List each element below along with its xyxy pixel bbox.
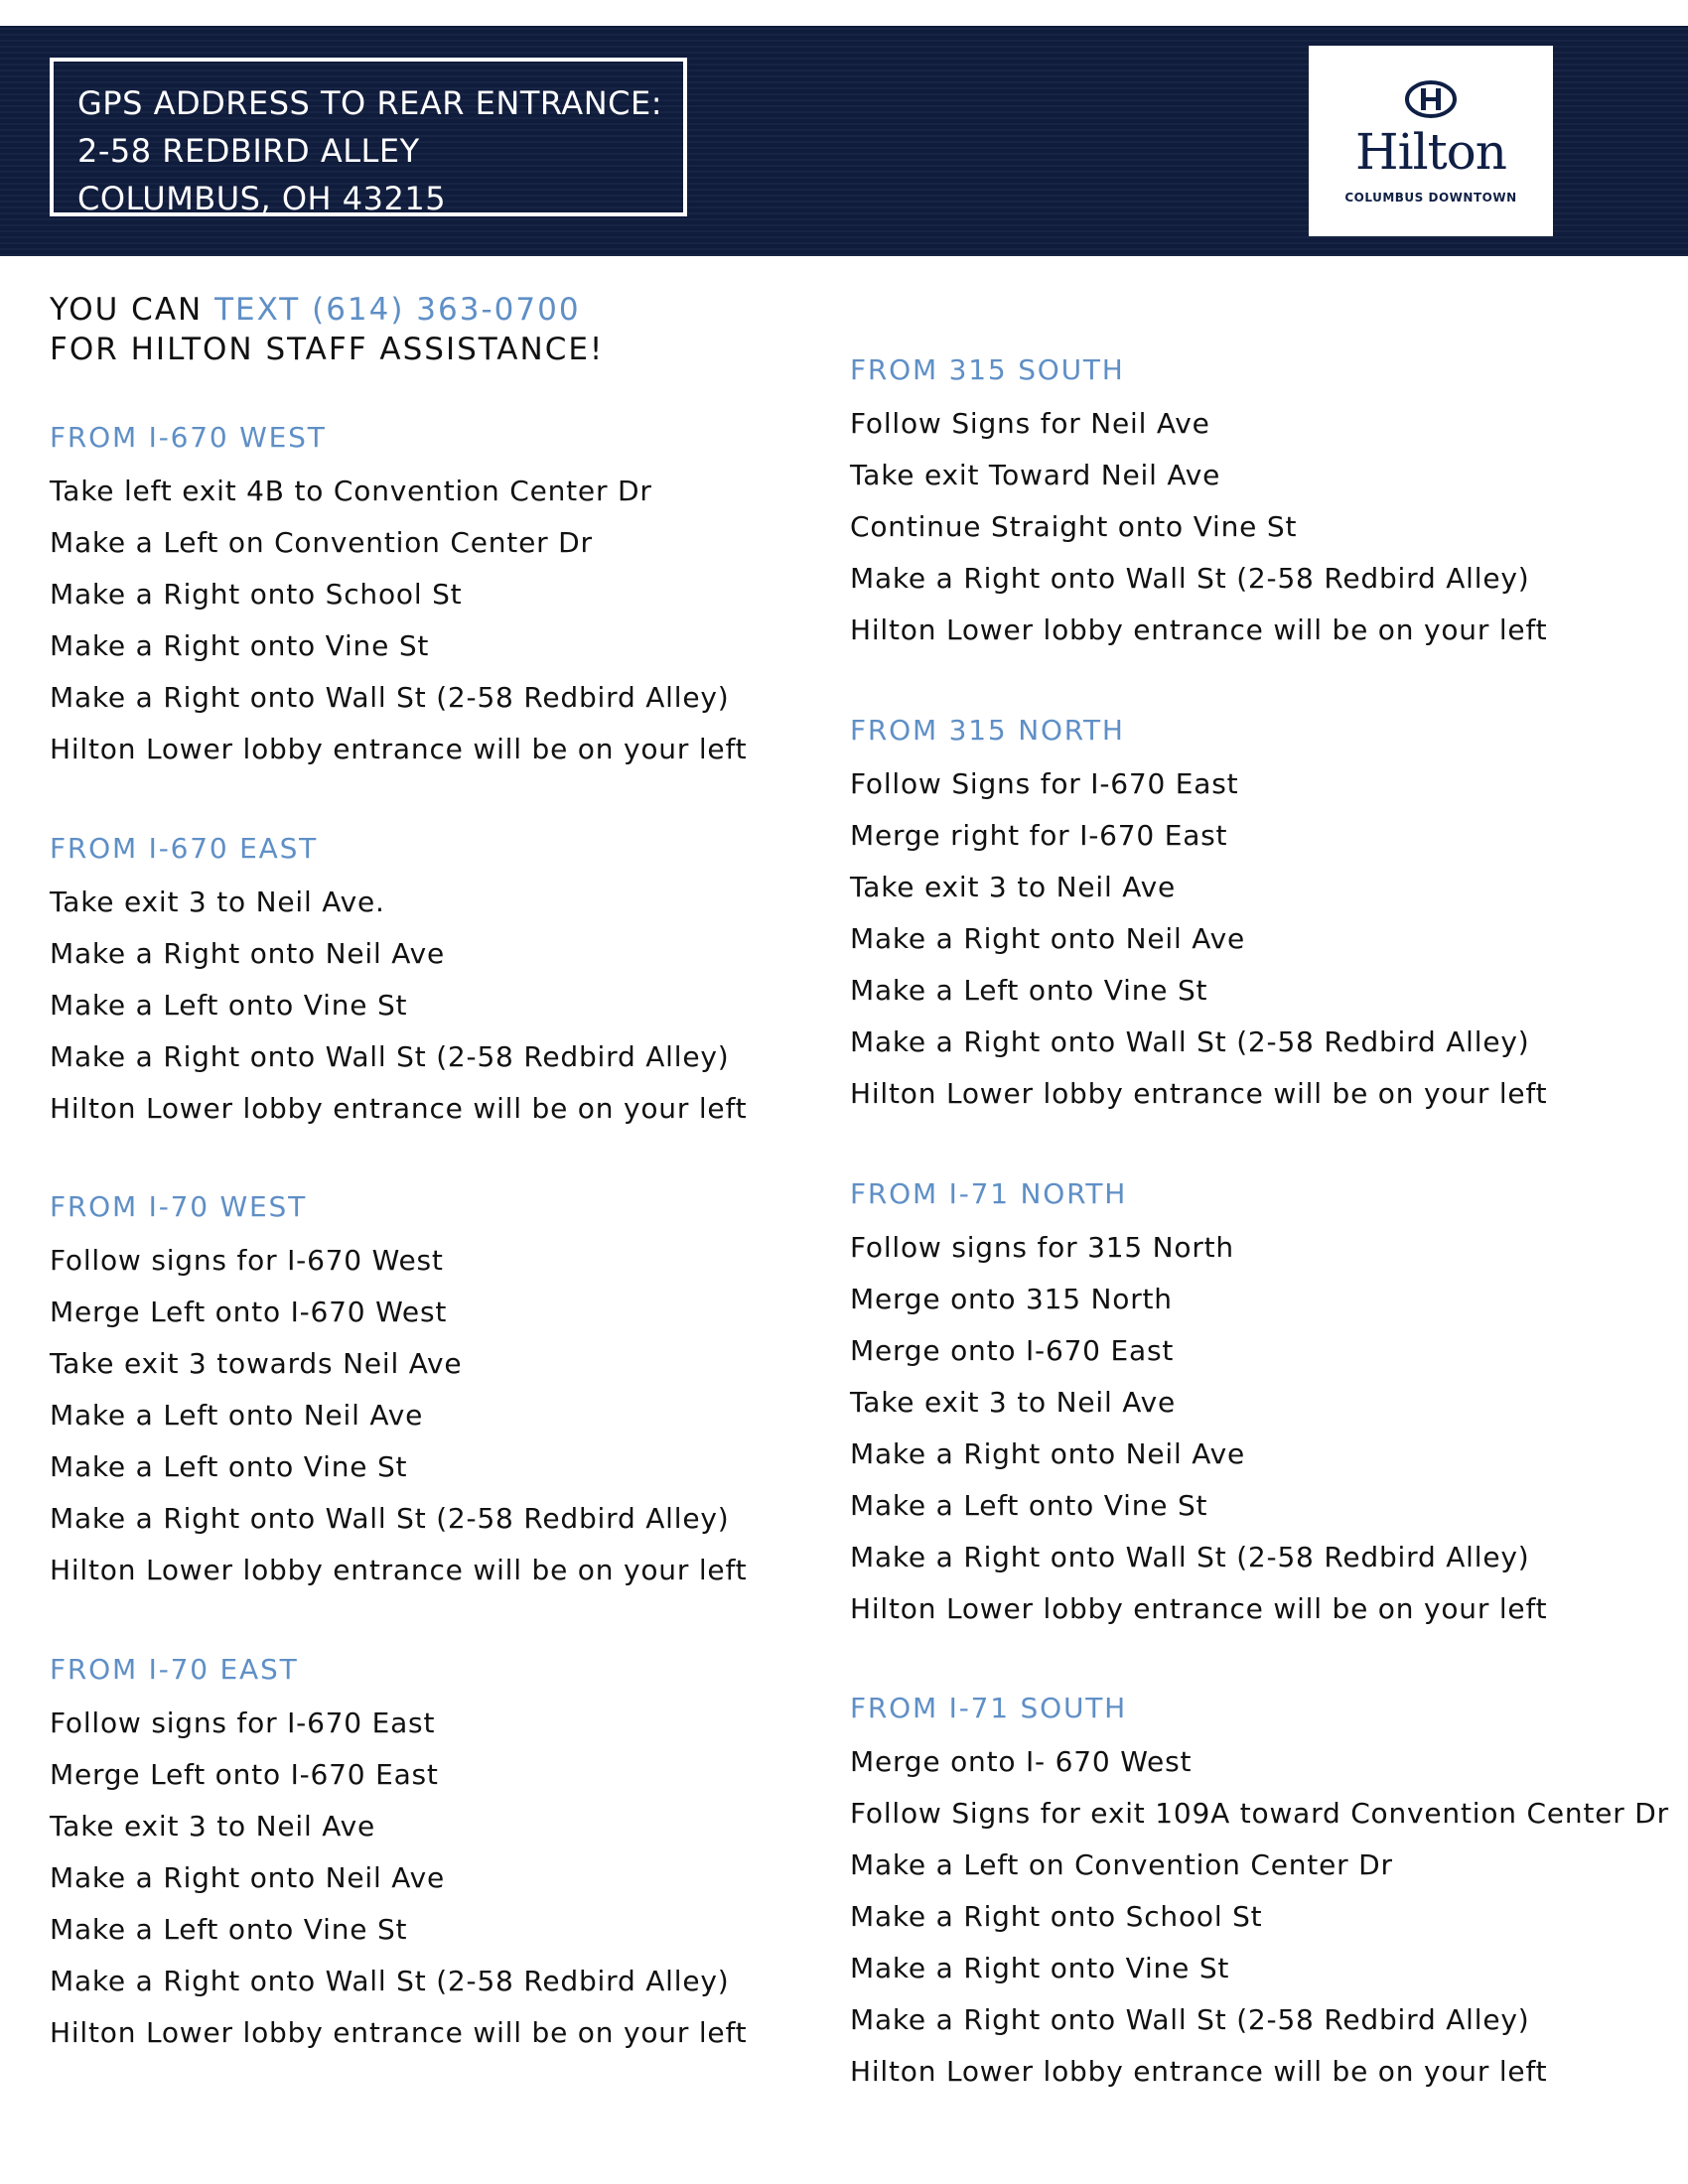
list-item: Make a Right onto Neil Ave [850, 1437, 1245, 1470]
list-item: Follow signs for I-670 East [50, 1706, 436, 1739]
step-list [50, 466, 747, 775]
list-item: Make a Right onto Vine St [50, 629, 430, 662]
list-item: Follow Signs for Neil Ave [850, 407, 1210, 440]
section-heading: FROM 315 NORTH [850, 714, 1125, 747]
list-item: Merge onto I-670 East [850, 1334, 1175, 1367]
list-item: Take left exit 4B to Convention Center Dr [50, 475, 652, 507]
header-banner [0, 26, 1688, 256]
hilton-wordmark: Hilton [1355, 123, 1506, 181]
list-item: Merge Left onto I-670 East [50, 1758, 439, 1791]
list-item: Hilton Lower lobby entrance will be on your left [50, 733, 748, 765]
list-item: Make a Left onto Vine St [850, 1489, 1208, 1522]
assistance-line-2: FOR HILTON STAFF ASSISTANCE! [50, 332, 605, 367]
list-item: Take exit 3 to Neil Ave [850, 871, 1176, 903]
directions-from-i70-east [50, 1650, 747, 2059]
list-item: Make a Right onto Wall St (2-58 Redbird Alley) [50, 1965, 730, 1997]
list-item: Hilton Lower lobby entrance will be on your left [850, 1592, 1548, 1625]
list-item: Hilton Lower lobby entrance will be on your left [50, 2016, 748, 2049]
list-item: Hilton Lower lobby entrance will be on your left [850, 1077, 1548, 1110]
list-item: Make a Right onto Neil Ave [50, 937, 445, 970]
directions-from-i670-west [50, 418, 747, 775]
list-item: Make a Right onto Wall St (2-58 Redbird Alley) [850, 1025, 1530, 1058]
step-list [50, 1235, 747, 1596]
list-item: Make a Right onto Wall St (2-58 Redbird Alley) [850, 1541, 1530, 1573]
list-item: Make a Left onto Neil Ave [50, 1399, 424, 1432]
list-item: Hilton Lower lobby entrance will be on your left [850, 614, 1548, 646]
list-item: Make a Right onto School St [50, 578, 463, 611]
list-item: Continue Straight onto Vine St [850, 510, 1298, 543]
list-item: Make a Left onto Vine St [50, 1913, 408, 1946]
step-list [850, 1222, 1547, 1635]
assistance-phone: TEXT (614) 363-0700 [214, 292, 581, 328]
list-item: Follow signs for 315 North [850, 1231, 1234, 1264]
directions-from-315-south [850, 350, 1547, 656]
list-item: Hilton Lower lobby entrance will be on your left [850, 2055, 1548, 2088]
hilton-h-emblem-icon [1404, 79, 1458, 119]
list-item: Hilton Lower lobby entrance will be on your left [50, 1554, 748, 1586]
list-item: Make a Right onto Wall St (2-58 Redbird Alley) [50, 1040, 730, 1073]
list-item: Make a Left on Convention Center Dr [50, 526, 593, 559]
list-item: Make a Left onto Vine St [50, 989, 408, 1022]
step-list [50, 877, 747, 1135]
list-item: Take exit 3 towards Neil Ave [50, 1347, 463, 1380]
directions-from-i71-north [850, 1174, 1547, 1635]
section-heading: FROM I-71 NORTH [850, 1177, 1128, 1210]
list-item: Merge right for I-670 East [850, 819, 1228, 852]
directions-from-315-north [850, 711, 1547, 1120]
assistance-line-1 [50, 290, 604, 330]
gps-address-city: COLUMBUS, OH 43215 [77, 180, 447, 217]
list-item: Follow signs for I-670 West [50, 1244, 444, 1277]
directions-from-i670-east [50, 829, 747, 1135]
list-item: Make a Right onto Neil Ave [50, 1861, 445, 1894]
list-item: Take exit 3 to Neil Ave [50, 1810, 375, 1843]
section-heading: FROM I-71 SOUTH [850, 1692, 1128, 1724]
list-item: Make a Right onto School St [850, 1900, 1263, 1933]
list-item: Take exit 3 to Neil Ave [850, 1386, 1176, 1419]
list-item: Make a Left on Convention Center Dr [850, 1848, 1393, 1881]
gps-address-box [50, 58, 687, 216]
list-item: Make a Right onto Neil Ave [850, 922, 1245, 955]
list-item: Merge Left onto I-670 West [50, 1296, 448, 1328]
directions-from-i70-west [50, 1187, 747, 1596]
list-item: Make a Left onto Vine St [50, 1450, 408, 1483]
hilton-logo [1309, 46, 1553, 236]
list-item: Take exit Toward Neil Ave [850, 459, 1221, 491]
step-list [850, 758, 1547, 1120]
list-item: Make a Right onto Wall St (2-58 Redbird Alley) [850, 562, 1530, 595]
assistance-prefix: YOU CAN [50, 292, 215, 328]
section-heading: FROM I-670 EAST [50, 832, 319, 865]
section-heading: FROM I-70 WEST [50, 1190, 308, 1223]
list-item: Make a Right onto Wall St (2-58 Redbird Alley) [850, 2003, 1530, 2036]
step-list [50, 1698, 747, 2059]
list-item: Hilton Lower lobby entrance will be on your left [50, 1092, 748, 1125]
hilton-logo-subtitle: COLUMBUS DOWNTOWN [1344, 191, 1517, 205]
list-item: Merge onto I- 670 West [850, 1745, 1193, 1778]
gps-address-street: 2-58 REDBIRD ALLEY [77, 132, 420, 170]
step-list [850, 1736, 1669, 2098]
list-item: Make a Right onto Vine St [850, 1952, 1230, 1984]
directions-from-i71-south [850, 1689, 1669, 2098]
section-heading: FROM I-670 WEST [50, 421, 327, 454]
list-item: Merge onto 315 North [850, 1283, 1173, 1315]
list-item: Make a Right onto Wall St (2-58 Redbird Alley) [50, 1502, 730, 1535]
list-item: Take exit 3 to Neil Ave. [50, 886, 385, 918]
staff-assistance-note [50, 290, 604, 369]
section-heading: FROM I-70 EAST [50, 1653, 299, 1686]
list-item: Follow Signs for I-670 East [850, 767, 1239, 800]
list-item: Make a Right onto Wall St (2-58 Redbird Alley) [50, 681, 730, 714]
step-list [850, 398, 1547, 656]
gps-address-title: GPS ADDRESS TO REAR ENTRANCE: [77, 84, 662, 122]
list-item: Follow Signs for exit 109A toward Convention Center Dr [850, 1797, 1669, 1830]
list-item: Make a Left onto Vine St [850, 974, 1208, 1007]
section-heading: FROM 315 SOUTH [850, 353, 1125, 386]
